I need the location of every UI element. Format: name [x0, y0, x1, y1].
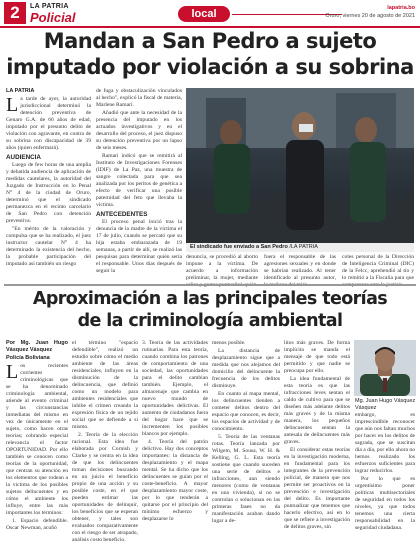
- article2-paragraph: el término "espacio defendible", realizó un estudio sobre cómo el medio ambiente de las áreas residenciales, influyen en la disminución de la delincuencia, que definió como un modelo para ambientes residenciales que inhibe el crimen creando la expresión física de un tejido social que se defiende a sí mismo.: [72, 340, 138, 430]
- article2-paragraph: litos más graves. De forma implícita se manda el mensaje de que todo está permitido y que nadie se preocupa por ello.: [284, 340, 350, 374]
- article2-paragraph: menos posible.: [212, 340, 246, 346]
- page-number: 2: [4, 2, 26, 24]
- article2-column-4: [212, 340, 280, 532]
- drop-cap: L: [6, 94, 19, 116]
- photo-illustration: [186, 88, 414, 243]
- article1-column-5: [342, 254, 414, 282]
- article2-headline-line1: Aproximación a las principales teorías: [32, 289, 388, 309]
- article1-paragraph: Añadió que ante la necesidad de la presencia del imputado en los actuados investigativos y en el desarrollo del proceso, el juez dispuso su detención preventiva por un lapso de seis meses.: [96, 110, 182, 151]
- article1-paragraph: coles personal de la Dirección de Inteligencia Criminal (DIC) de la Felcc, aprehendió al tío y lo remitió a la Fiscalía para que: [342, 254, 414, 281]
- article1-paragraph: Ramari indicó que se remitirá al Instituto de Investigaciones Forenses (IDIF) de La Paz, una muestra de sangre colectada para que sea analizada por los peritos de genética a efecto de verificar una posible paternidad del feto que llevaba la víctima.: [96, 153, 182, 208]
- author-portrait: [354, 340, 416, 396]
- masthead: [30, 3, 170, 24]
- article1-column-1: [6, 88, 91, 281]
- article1-paragraph: denuncia, se procedió al aborto impune a la víctima. De acuerdo a información preliminar, la mujer, mediante: [186, 254, 258, 281]
- site-name: lapatria.bo: [387, 5, 415, 11]
- article2-column-1: [6, 340, 68, 532]
- article-separator: [4, 284, 416, 286]
- article1-byline: LA PATRIA: [6, 88, 35, 94]
- article2-column-2: [72, 340, 138, 543]
- article2-paragraph: os recientes corrientes criminológicas que se ha denominado criminología ambiental, atiende al evento criminal y las circunstancias inmediatas del mismo en vez de únicamente en el sujeto, como hacen otras teorías; cobrando especial relevancia el factor OPORTUNIDAD. Por ello también se conocen como teorías de la oportunidad, que centran su atención en los elementos que rodean a la víctima de los posibles sujetos delincuentes y en cómo el ambiente los influye, entre las más importantes los términos:: [6, 363, 68, 516]
- article2-column-3: [142, 340, 208, 532]
- photo-caption-bold: El sindicado fue enviado a San Pedro: [190, 244, 288, 250]
- article2-headline-line2: de la criminología ambiental: [77, 311, 343, 331]
- article2-paragraph: embargo, es imprescindible reconocer que aún nos faltan muchos por hacer en los delitos de sagrada, que se suscitan día a día, por ello ahora no hemos realizado los esfuerzos suficientes para lograr reducirlos.: [355, 412, 415, 474]
- page-header: [0, 0, 420, 27]
- article1-headline-line2: imputado por violación a su sobrina: [6, 55, 414, 79]
- photo-caption-credit: /LA PATRIA: [289, 244, 318, 250]
- article1-paragraph: fuera el responsable de las agresiones sexuales y en donde se habrían realizado. Al tener identificado al presunto autor,: [264, 254, 336, 281]
- drop-cap: L: [6, 361, 19, 383]
- photo-caption: [186, 243, 414, 252]
- article2-paragraph: La distancia de desplazamiento sigue que a medida que nos alejamos del domicilio del delincuente la frecuencia de los delitos disminuye.: [212, 348, 280, 389]
- article2-paragraph: 2. Teoría de la elección racional. Esta idea fue elaborada por Cornish y Clarke y se centra en la idea de que los delincuentes toman decisiones buscando en un juicio el beneficio propio de una acción y su posible coste, en el que pueden estimar las oportunidades de delinquir, los beneficios que se esperan obtener, y tales son evaluados comparativamente con el riesgo de ser atrapado, análisis costo beneficio.: [72, 432, 138, 543]
- article2-paragraph: La idea fundamental de esta teoría es que las infracciones leves sentan el caldo de cultivo para que se diseñen más adelante delitos más graves y de la misma manera, los pequeños delincuentes sentan la antesala de delincuentes más graves.: [284, 376, 350, 445]
- article2-paragraph: 4. Teoría del patrón delictivo. Hay dos conceptos importantes: la distancia de desplazamiento y el mapa mental. Se ha dicho que los delincuentes se guían por el coste-beneficio. A mayor desplazamiento mayor coste, por lo que tenderán a quitarse por el principio del mínimo esfuerzo y desplazarse lo: [142, 439, 208, 522]
- article2-paragraph: En cuanto al mapa mental, los delincuentes tienden a cometer delitos dentro del espacio que conocen, es decir, los espacios de actividad y de conocimiento.: [212, 391, 280, 432]
- article1-column-2: [96, 88, 182, 281]
- header-info: [325, 4, 415, 20]
- masthead-top: LA PATRIA: [30, 3, 69, 10]
- article2-column-6: [355, 412, 415, 532]
- article1-paragraph: "En mérito de la valoración y compulsa que se ha realizado, el juez instructor cautelar N° 4 ha determinado la existencia del hecho, la probable participación del imputado así también un riesgo: [6, 226, 91, 267]
- article1-photo: [186, 88, 414, 243]
- article2-paragraph: 5. Teoría de las ventanas rotas. Teoría lanzada por Wilgem, M. Sousa, W. H. & Kelling, G. L. Esta teoría sostiene que cuando suceden una serie de delitos e infracciones, aun siendo menores (como de ventanas en una vivienda), si no se controlan o solucionan en las primeras fases no da manifestación acaban dando lugar a de-: [212, 434, 280, 524]
- article1-paragraph: El proceso penal inició tras la denuncia de la madre de la víctima el 17 de julio, cuando se percató que su hija estaba embarazada de 19 semanas, a partir de allí, se realizó las pesquisas para determinar quién sería el responsable. Unos días después de seguir la: [96, 219, 182, 274]
- article2-byline-org: Policía Boliviana: [6, 355, 50, 361]
- article1-paragraph: Luego de few horas de una amplia y debatida audiencia de aplicación de medidas cautelares, la autoridad del Juzgado de Instrucción en lo Penal N° 4 de la ciudad de Oruro, determinó que el sindicado permanezca en el recinto carcelario de San Pedro con detención preventiva.: [6, 162, 91, 224]
- article1-paragraph: a tarde de ayer, la autoridad jurisdiccional determinó la detención preventiva de Genaro G.A. de 66 años de edad, imputado por el presunto delito de violación con agravante, en contra de su sobrina con discapacidad de 39 años (quien enfermará).: [6, 96, 91, 151]
- article2-paragraph: 1. Espacio defendible. Oscar Newman, acuñó: [6, 518, 68, 531]
- masthead-section: Policial: [30, 10, 76, 25]
- article1-paragraph: de fuga y obstaculización vinculados al hecho", explicó la fiscal de materia, Marlene Ramari.: [96, 88, 182, 108]
- article2-paragraph: Por lo que es urgentísimo poner políticas multisectoriales de seguridad en todos los niveles, ya que todos tenemos una cierta responsabilidad en la seguridad ciudadana.: [355, 476, 415, 531]
- issue-date: Oruro, viernes 20 de agosto de 2021: [325, 13, 415, 19]
- article1-column-4: [264, 254, 336, 282]
- portrait-caption: Mg. Juan Hugo Vásquez Vásquez: [355, 398, 416, 411]
- article1-subheading: ANTECEDENTES: [96, 211, 148, 218]
- article1-headline-line1: Mandan a San Pedro a sujeto: [43, 29, 377, 53]
- article2-byline-author: Por Mg. Juan Hugo Vásquez Vásquez: [6, 340, 68, 353]
- article1-column-3: [186, 254, 258, 282]
- article2-paragraph: 3. Teoría de las actividades rutinarias. Para esta teoría, cuando combina los patrones de comportamiento de una sociedad, las oportunidades para el delito cambian también. Ejemplo, el almacenaje que cambia en nuevo mundo de oportunidades delictivas. El aumento de ciudadanos fuera del hogar hace que se incrementen los posibles blancos por ejemplo.: [142, 340, 208, 437]
- portrait-illustration: [354, 340, 416, 396]
- section-label: local: [178, 6, 230, 22]
- article2-paragraph: El considerar estas teorías en la investigación moderna, en fundamental para los integrantes de la prevención policial, de manera que nos permite ser proactivos en la prevención e investigación del delito. Es importante puntualizar que tenemos que hacerlo efectivo, así en lo que se refiere a investigación de delitos graves, sin: [284, 447, 350, 530]
- article1-subheading: AUDIENCIA: [6, 154, 41, 161]
- article2-column-5: [284, 340, 350, 532]
